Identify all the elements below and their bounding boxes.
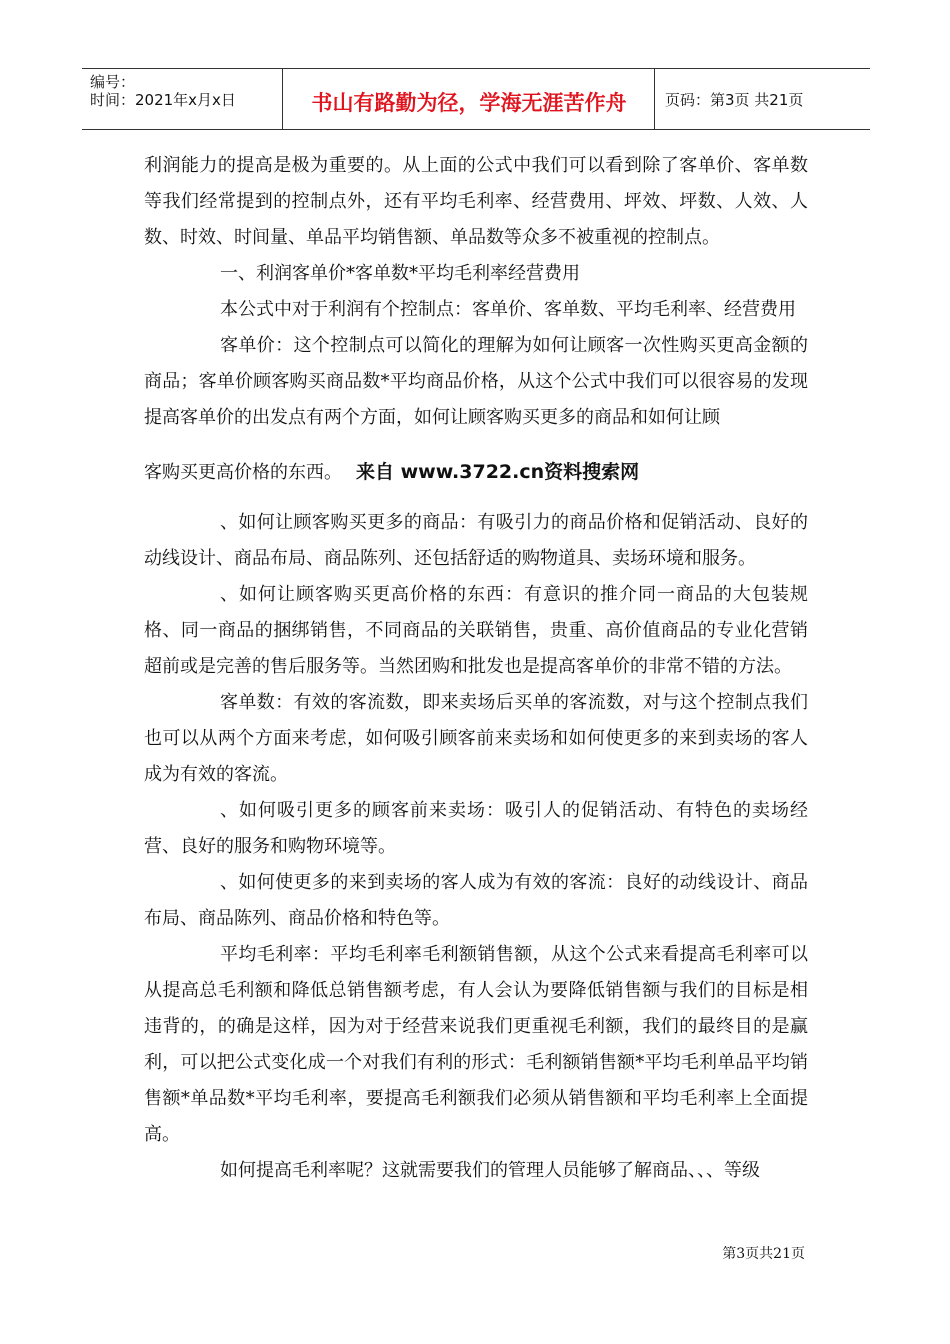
footer-page-info: 第3页共21页 <box>722 1246 805 1262</box>
header-motto-cell <box>283 69 655 129</box>
section-heading: 一、利润客单价*客单数*平均毛利率经营费用 <box>220 263 580 284</box>
paragraph: 平均毛利率：平均毛利率毛利额销售额，从这个公式来看提高毛利率可以从提高总毛利额和降低总销售额考虑，有人会认为要降低销售额与我们的目标是相违背的，的确是这样，因为对于经营来说我们更重视毛利额，我们的最终目的是赢利，可以把公式变化成一个对我们有利的形式：毛利额销售额*平均毛利单品平均销售额*单品数*平均毛利率，要提高毛利额我们必须从销售额和平均毛利率上全面提高。 <box>144 944 808 1145</box>
header-meta-cell <box>82 69 283 129</box>
header-page-cell <box>655 69 870 129</box>
paragraph: 、如何吸引更多的顾客前来卖场：吸引人的促销活动、有特色的卖场经营、良好的服务和购物环境等。 <box>144 800 808 857</box>
doc-number-label: 编号： <box>90 73 136 91</box>
header-table <box>82 68 870 130</box>
paragraph: 、如何使更多的来到卖场的客人成为有效的客流：良好的动线设计、商品布局、商品陈列、商品价格和特色等。 <box>144 872 808 929</box>
paragraph: 利润能力的提高是极为重要的。从上面的公式中我们可以看到除了客单价、客单数等我们经常提到的控制点外，还有平均毛利率、经营费用、坪效、坪数、人效、人数、时效、时间量、单品平均销售额、单品数等众多不被重视的控制点。 <box>144 155 808 248</box>
paragraph: 、如何让顾客购买更高价格的东西：有意识的推介同一商品的大包装规格、同一商品的捆绑销售，不同商品的关联销售，贵重、高价值商品的专业化营销超前或是完善的售后服务等。当然团购和批发也是提高客单价的非常不错的方法。 <box>144 584 808 677</box>
paragraph: 本公式中对于利润有个控制点：客单价、客单数、平均毛利率、经营费用 <box>220 299 796 320</box>
paragraph: 、如何让顾客购买更多的商品：有吸引力的商品价格和促销活动、良好的动线设计、商品布局、商品陈列、还包括舒适的购物道具、卖场环境和服务。 <box>144 512 808 569</box>
date-label: 时间：2021年x月x日 <box>90 91 236 109</box>
header-page-info: 页码：第3页 共21页 <box>665 91 804 109</box>
paragraph-with-watermark <box>144 454 808 491</box>
spacer <box>144 491 808 505</box>
paragraph: 客单价：这个控制点可以简化的理解为如何让顾客一次性购买更高金额的商品；客单价顾客购买商品数*平均商品价格，从这个公式中我们可以很容易的发现提高客单价的出发点有两个方面，如何让顾客购买更多的商品和如何让顾 <box>144 335 808 428</box>
source-watermark: 来自 www.3722.cn资料搜索网 <box>356 461 640 483</box>
document-body <box>144 148 808 1189</box>
header-motto: 书山有路勤为径，学海无涯苦作舟 <box>311 91 627 115</box>
paragraph: 客单数：有效的客流数，即来卖场后买单的客流数，对与这个控制点我们也可以从两个方面来考虑，如何吸引顾客前来卖场和如何使更多的来到卖场的客人成为有效的客流。 <box>144 692 808 785</box>
paragraph: 如何提高毛利率呢？这就需要我们的管理人员能够了解商品、、、等级 <box>220 1160 760 1181</box>
paragraph-tail: 客购买更高价格的东西。 <box>144 462 342 483</box>
